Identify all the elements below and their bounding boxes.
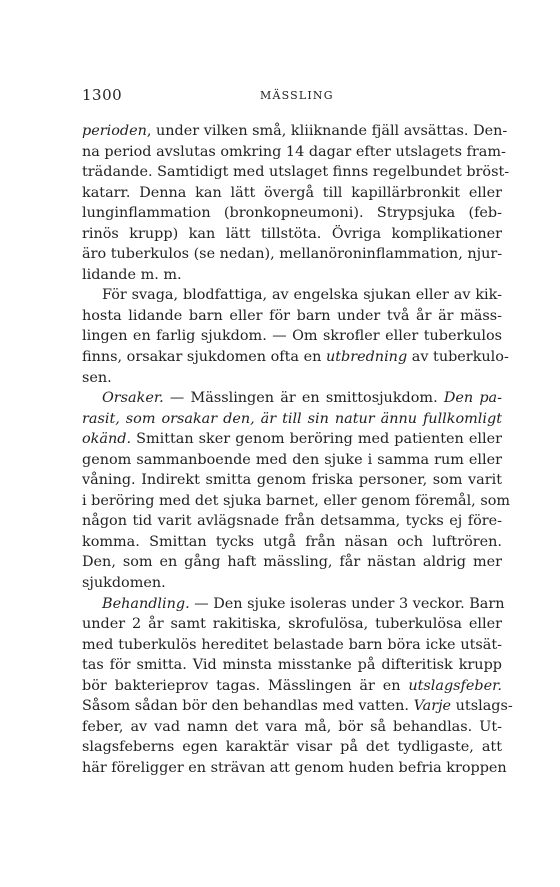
text-line: äro tuberkulos (se nedan), mellanöroninflammation, njur- <box>82 246 503 263</box>
text-line: i beröring med det sjuka barnet, eller genom föremål, som <box>82 492 511 509</box>
text-line: Den, som en gång haft mässling, får nästan aldrig mer <box>82 554 502 571</box>
text-line: Såsom sådan bör den behandlas med vatten. Varje utslags- <box>82 698 513 715</box>
text-line: komma. Smittan tycks utgå från näsan och luftrören. <box>82 533 502 550</box>
text-line: genom sammanboende med den sjuke i samma rum eller <box>82 451 502 468</box>
text-line: tas för smitta. Vid minsta misstanke på difteritisk krupp <box>82 657 502 674</box>
text-line: lingen en farlig sjukdom. — Om skrofler eller tuberkulos <box>82 328 502 345</box>
text-line: För svaga, blodfattiga, av engelska sjukan eller av kik- <box>102 287 502 304</box>
text-line: sen. <box>82 369 112 386</box>
text-line: perioden, under vilken små, kliiknande fjäll avsättas. Den- <box>82 123 508 139</box>
text-line: någon tid varit avlägsnade från detsamma, tycks ej före- <box>82 513 502 530</box>
text-line: under 2 år samt rakitiska, skrofulösa, tuberkulösa eller <box>82 616 502 633</box>
text-line: här föreligger en strävan att genom huden befria kroppen <box>82 759 507 776</box>
text-line: finns, orsakar sjukdomen ofta en utbredning av tuberkulo- <box>82 349 509 366</box>
text-line: lunginflammation (bronkopneumoni). Strypsjuka (feb- <box>82 205 502 222</box>
text-line: Orsaker. — Mässlingen är en smittosjukdom. Den pa- <box>102 390 502 407</box>
text-line: feber, av vad namn det vara må, bör så behandlas. Ut- <box>82 718 502 735</box>
body-text <box>82 121 513 779</box>
text-line: rasit, som orsakar den, är till sin natur ännu fullkomligt <box>82 410 502 427</box>
text-line: na period avslutas omkring 14 dagar efter utslagets fram- <box>82 143 506 160</box>
text-line: sjukdomen. <box>82 575 166 592</box>
running-title: MÄSSLING <box>260 89 334 102</box>
text-line: lidande m. m. <box>82 266 182 283</box>
page-header <box>82 86 502 110</box>
text-line: bör bakterieprov tagas. Mässlingen är en utslagsfeber. <box>82 677 502 694</box>
text-line: okänd. Smittan sker genom beröring med patienten eller <box>82 431 502 448</box>
page-number: 1300 <box>82 86 123 104</box>
text-line: rinös krupp) kan lätt tillstöta. Övriga komplikationer <box>82 225 502 242</box>
text-line: Behandling. — Den sjuke isoleras under 3 veckor. Barn <box>102 595 505 612</box>
text-line: trädande. Samtidigt med utslaget finns regelbundet bröst- <box>82 164 510 181</box>
text-line: våning. Indirekt smitta genom friska personer, som varit <box>82 472 502 489</box>
text-line: slagsfeberns egen karaktär visar på det tydligaste, att <box>82 739 502 756</box>
text-line: med tuberkulös hereditet belastade barn böra icke utsät- <box>82 636 502 653</box>
text-line: hosta lidande barn eller för barn under två år är mäss- <box>82 307 502 324</box>
text-line: katarr. Denna kan lätt övergå till kapillärbronkit eller <box>82 184 502 201</box>
